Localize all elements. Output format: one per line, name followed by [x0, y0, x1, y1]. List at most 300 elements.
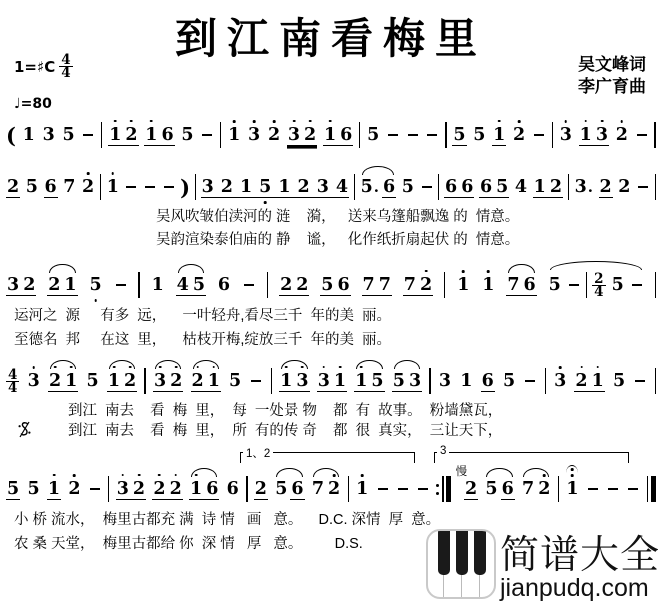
note-digit: 5	[275, 479, 288, 499]
note-digit: 5	[86, 371, 99, 391]
duration-dash	[202, 134, 212, 137]
note-digit: 6	[226, 479, 239, 499]
beam-group	[533, 177, 563, 198]
ts-numerator: 2	[594, 270, 604, 287]
octave-dot-above	[32, 366, 35, 369]
octave-dot-above	[361, 474, 364, 477]
octave-dot-above	[285, 366, 288, 369]
augmentation-dot: .	[373, 178, 380, 196]
watermark-text	[500, 536, 660, 601]
note-digit: 5	[321, 274, 334, 295]
note	[124, 125, 138, 145]
parenthesis: )	[180, 174, 191, 200]
beam-group	[189, 479, 219, 500]
note	[366, 125, 380, 145]
note-digit: 3	[201, 176, 214, 197]
beam-group	[574, 371, 604, 392]
note-digit: 1	[356, 479, 369, 499]
note-digit: 5	[229, 371, 242, 391]
octave-dot-above	[53, 474, 56, 477]
note	[355, 479, 369, 499]
octave-dot-above	[196, 366, 199, 369]
octave-dot-above	[87, 172, 90, 175]
note-digit: 3	[27, 371, 40, 391]
note-digit: 1	[109, 124, 122, 145]
note	[327, 479, 341, 499]
note	[169, 371, 183, 391]
note-digit: 3	[7, 274, 20, 295]
octave-dot-above	[301, 366, 304, 369]
lyric-line: 运河之 源 有多 远， 一叶轻舟,看尽三千 年的美 丽。	[14, 308, 392, 324]
note-digit: 6	[461, 176, 474, 197]
note	[47, 275, 61, 295]
note-digit: 5	[502, 371, 516, 391]
note-digit: 1	[190, 478, 203, 499]
note-digit: 1	[591, 370, 604, 391]
barline	[271, 368, 272, 394]
duration-dash	[534, 134, 544, 137]
beam-group	[484, 479, 514, 500]
note-digit: 5	[360, 177, 373, 197]
barline	[655, 272, 656, 298]
notation-system-4	[0, 352, 662, 441]
note	[408, 371, 422, 391]
octave-dot-below	[94, 299, 97, 302]
note-digit: 2	[513, 125, 526, 145]
barline	[655, 368, 656, 394]
note-digit: 5	[192, 274, 206, 295]
note-digit: 1	[207, 370, 220, 391]
key-divider	[461, 575, 463, 597]
note	[459, 371, 473, 391]
volta-bracket-1-2	[240, 448, 415, 463]
note-digit: 2	[220, 176, 233, 197]
barline	[445, 122, 446, 148]
note	[553, 371, 567, 391]
thin-bar	[442, 476, 444, 502]
note-digit: 1	[47, 478, 61, 499]
note	[472, 125, 486, 145]
note-digit: 7	[507, 274, 520, 295]
note-digit: 3	[153, 370, 167, 391]
barline	[568, 174, 569, 200]
time-signature	[6, 366, 19, 396]
page-title: 到江南看梅里	[174, 14, 487, 63]
parenthesis: (	[6, 122, 16, 148]
octave-dot-below	[264, 201, 267, 204]
note	[287, 125, 301, 145]
lyric-line: 小 桥 流水， 梅里古都充 满 诗 情 画 意。 D.C. 深情 厚 意。	[14, 512, 441, 528]
note-digit: 2	[615, 125, 628, 145]
octave-dot-above	[329, 120, 332, 123]
note-digit: 1	[579, 124, 592, 145]
note-digit: 6	[501, 478, 514, 499]
note-digit: 3	[438, 371, 452, 391]
note-digit: 2	[68, 479, 81, 499]
octave-dot-above	[54, 366, 57, 369]
octave-dot-above	[114, 120, 117, 123]
notes-row	[6, 268, 656, 302]
fermata-icon	[566, 465, 578, 473]
note	[514, 177, 528, 197]
note-digit: 6	[44, 176, 57, 197]
volta-label: 1、2	[243, 445, 273, 461]
octave-dot-above	[487, 270, 490, 273]
barline	[108, 476, 109, 502]
duration-dash	[398, 488, 408, 491]
meter-fraction	[59, 54, 72, 79]
note	[217, 275, 231, 295]
octave-dot-above	[293, 120, 296, 123]
note	[274, 479, 288, 499]
barline	[195, 174, 196, 200]
octave-dot-above	[70, 366, 73, 369]
barline	[354, 174, 355, 200]
note	[295, 371, 309, 391]
note	[452, 125, 466, 146]
note-digit: 3	[42, 125, 55, 145]
note-digit: 5	[496, 176, 509, 197]
note-digit: 1	[107, 370, 121, 391]
watermark-url: jianpudq.com	[499, 574, 649, 602]
note	[160, 125, 174, 145]
barline	[545, 368, 546, 394]
duration-dash	[90, 488, 100, 491]
barline	[246, 476, 247, 502]
note	[599, 177, 613, 198]
volta-bracket-3	[434, 445, 629, 463]
ts-denominator: 4	[594, 283, 604, 300]
note	[502, 371, 516, 391]
octave-dot-above	[498, 120, 501, 123]
note	[107, 371, 121, 391]
note	[484, 479, 498, 499]
octave-dot-above	[212, 366, 215, 369]
note	[201, 177, 215, 197]
note	[180, 125, 194, 145]
note	[317, 371, 331, 391]
barline	[444, 272, 445, 298]
note-digit: 5	[611, 275, 624, 295]
note	[22, 275, 36, 295]
watermark-title: 简谱大全	[499, 534, 660, 577]
thick-bar	[446, 476, 451, 502]
beam-group	[579, 125, 609, 146]
beam-group	[47, 275, 77, 296]
beam-group	[311, 479, 341, 499]
meter-denominator: 4	[61, 65, 71, 81]
note	[88, 275, 102, 295]
note	[207, 371, 221, 391]
octave-dot-above	[158, 474, 161, 477]
beam-group	[107, 371, 137, 392]
note-digit: 5	[89, 275, 102, 295]
note	[153, 371, 167, 391]
note-digit: 5	[259, 176, 272, 197]
note-digit: 2	[618, 177, 631, 197]
note-digit: 5	[473, 125, 486, 145]
duration-dash	[608, 488, 618, 491]
beam-group	[392, 371, 422, 392]
note	[62, 177, 76, 197]
note-digit: 3	[574, 177, 587, 197]
note-digit: 4	[176, 274, 189, 295]
note	[151, 275, 165, 295]
note	[559, 125, 573, 145]
beam-group	[152, 479, 182, 500]
lyric-line: 至德名 邦 在这 里， 枯枝开梅,绽放三千 年的美 丽。	[14, 332, 392, 348]
note	[460, 177, 474, 197]
octave-dot-above	[112, 172, 115, 175]
watermark	[426, 529, 660, 601]
note-digit: 5	[25, 177, 38, 197]
notes-row	[6, 170, 656, 204]
note	[521, 479, 535, 499]
note-digit: 1	[533, 176, 546, 197]
note-digit: 3	[116, 478, 129, 499]
beam-group	[521, 479, 551, 499]
note-digit: 2	[464, 478, 478, 499]
note-digit: 2	[328, 479, 341, 499]
beam-group	[191, 371, 221, 392]
octave-dot-above	[150, 120, 153, 123]
note-digit: 7	[362, 274, 375, 295]
duration-dash	[422, 186, 432, 189]
note	[403, 275, 417, 295]
note-digit: 5	[7, 478, 20, 499]
note	[47, 479, 61, 500]
note	[226, 479, 240, 499]
note-digit: 1	[106, 177, 119, 197]
note	[456, 275, 470, 295]
octave-dot-above	[138, 474, 141, 477]
black-key	[474, 531, 486, 575]
note	[335, 177, 349, 197]
duration-dash	[635, 380, 645, 383]
barline	[100, 174, 101, 200]
note-digit: 3	[554, 371, 567, 391]
note-digit: 6	[479, 176, 493, 197]
note	[64, 371, 78, 391]
note	[548, 275, 562, 295]
note-digit: 1	[566, 479, 579, 499]
beam-group	[116, 479, 146, 500]
lyric-line: 到江 南去 看 梅 里， 所 有的传 奇 都 很 真实， 三让天下，	[68, 423, 503, 439]
octave-dot-above	[565, 120, 568, 123]
note-digit: 1	[22, 125, 35, 145]
note-digit: 2	[267, 125, 281, 145]
beam-group	[317, 371, 347, 392]
black-key	[438, 531, 450, 575]
note	[495, 177, 509, 197]
lyricist-credit: 吴文峰词	[578, 55, 646, 74]
note	[401, 177, 415, 197]
note	[63, 275, 77, 295]
duration-dash	[638, 186, 648, 189]
note	[22, 125, 36, 145]
note	[339, 125, 353, 145]
augmentation-dot: .	[587, 178, 593, 196]
note	[42, 125, 56, 145]
note-digit: 5	[27, 479, 40, 499]
note	[277, 177, 291, 197]
tempo-marking	[14, 96, 52, 112]
note-digit: 1	[145, 124, 158, 145]
volta-label: 3	[437, 445, 449, 457]
note	[132, 479, 146, 499]
octave-dot-above	[195, 474, 198, 477]
lyric-line: 到江 南去 看 梅 里， 每 一处景 物 都 有 故事。 粉墙黛瓦，	[68, 403, 503, 419]
beam-group	[506, 275, 536, 296]
note-digit: 3	[296, 370, 309, 391]
note	[523, 275, 537, 295]
note-digit: 2	[169, 478, 182, 499]
beam-group	[320, 275, 350, 296]
lyric-line: 吴韵渲染泰伯庙的 静 谧， 化作纸折扇起伏 的 情意。	[156, 232, 520, 248]
beam-group	[479, 177, 509, 198]
beam-group	[444, 177, 474, 198]
duration-dash	[83, 134, 93, 137]
octave-dot-above	[113, 366, 116, 369]
octave-dot-above	[559, 366, 562, 369]
octave-dot-above	[580, 366, 583, 369]
beam-group	[287, 125, 317, 146]
duration-dash	[126, 186, 136, 189]
note	[220, 177, 234, 197]
note-digit: 2	[132, 478, 146, 499]
note	[479, 177, 493, 197]
notes-row	[6, 364, 656, 398]
note-digit: 2	[48, 274, 61, 295]
note	[176, 275, 190, 295]
note-digit: 2	[296, 274, 309, 295]
time-signature	[592, 270, 605, 300]
duration-dash	[378, 488, 388, 491]
notes-row	[6, 118, 656, 152]
note-digit: 1	[151, 275, 164, 295]
note	[354, 371, 368, 391]
ts-denominator: 4	[8, 379, 18, 396]
beam-group	[403, 275, 433, 296]
note	[311, 479, 325, 499]
slow-mark-text: 慢	[455, 466, 468, 478]
note	[506, 275, 520, 295]
note	[419, 275, 433, 295]
note	[615, 125, 629, 145]
note	[382, 177, 396, 198]
duration-dash	[418, 488, 428, 491]
note	[144, 125, 158, 145]
duration-dash	[637, 134, 647, 137]
note-digit: 1	[228, 125, 241, 145]
octave-dot-above	[309, 120, 312, 123]
beam-group	[153, 371, 183, 392]
note-digit: 2	[48, 370, 62, 391]
beam-group	[176, 275, 206, 296]
tempo-value: =80	[20, 96, 52, 112]
note	[6, 479, 20, 500]
note-digit: 6	[523, 274, 536, 295]
barline	[654, 122, 655, 148]
note-digit: 7	[378, 274, 391, 295]
note	[303, 125, 317, 145]
note	[370, 371, 384, 391]
ts-numerator: 4	[8, 366, 18, 383]
note-digit: 2	[82, 177, 95, 197]
credits	[578, 54, 646, 98]
note-digit: 5	[367, 125, 380, 145]
duration-dash	[244, 284, 254, 287]
note-digit: 6	[217, 275, 231, 295]
note	[595, 125, 609, 145]
note-digit: 6	[383, 176, 396, 197]
repeat-barline	[436, 476, 451, 502]
black-key	[456, 531, 468, 575]
note	[6, 177, 20, 198]
note-digit: 7	[63, 177, 76, 197]
note-digit: 1	[482, 275, 495, 295]
repeat-dots	[436, 484, 439, 495]
note	[26, 479, 40, 499]
note-digit: 1	[333, 370, 347, 391]
note-digit: 5	[485, 479, 498, 499]
octave-dot-above	[339, 366, 342, 369]
note	[591, 371, 605, 391]
lyric-line: 吴风吹皱伯渎河的 涟 漪， 送来乌篷船飘逸 的 情意。	[156, 209, 520, 225]
beam-group	[548, 272, 644, 298]
note	[501, 479, 515, 500]
octave-dot-above	[333, 474, 336, 477]
note-digit: 1	[457, 275, 470, 295]
note-digit: 6	[161, 124, 174, 145]
thick-bar	[651, 476, 656, 502]
note-digit: 2	[419, 274, 433, 295]
note-digit: 6	[340, 124, 353, 145]
barline	[101, 122, 102, 148]
duration-dash	[388, 134, 398, 137]
note	[61, 125, 75, 145]
note-digit: 3	[316, 176, 329, 197]
octave-dot-above	[571, 474, 574, 477]
octave-dot-above	[73, 474, 76, 477]
note-digit: 6	[337, 274, 350, 295]
beam-group	[108, 125, 138, 146]
duration-dash	[408, 134, 418, 137]
duration-dash	[164, 186, 174, 189]
note-digit: 2	[599, 176, 612, 197]
note-digit: 3	[408, 370, 422, 391]
barline	[144, 368, 145, 394]
note	[378, 275, 392, 295]
meter-numerator: 4	[61, 52, 71, 68]
octave-dot-above	[122, 474, 125, 477]
octave-dot-above	[253, 120, 256, 123]
note-digit: 1	[460, 371, 473, 391]
beam-group	[201, 177, 350, 198]
note-digit: 2	[191, 370, 204, 391]
note-digit: 7	[522, 479, 535, 499]
note-digit: 1	[323, 124, 337, 145]
key-divider	[479, 575, 481, 597]
duration-dash	[525, 380, 535, 383]
note-digit: 1	[239, 176, 253, 197]
note-digit: 7	[311, 479, 325, 499]
quarter-note-icon: ♩	[14, 96, 21, 112]
duration-dash	[569, 284, 579, 287]
note-digit: 1	[493, 124, 506, 145]
note	[549, 177, 563, 197]
duration-dash	[427, 134, 437, 137]
